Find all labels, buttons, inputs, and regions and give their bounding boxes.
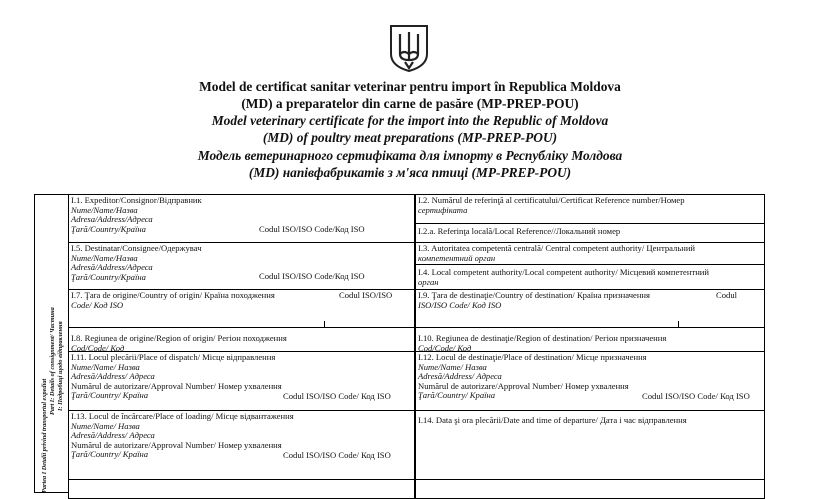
side-label-en: Part I: Details of consignment/ Частина (49, 307, 56, 415)
iso-code-label: Codul ISO/ISO Code/ Код ISO (642, 391, 750, 401)
field-i8-region-of-origin[interactable]: I.8. Regiunea de origine/Region of origin/ Регіон походження Cod/Code/ Код (68, 327, 415, 352)
next-field-left[interactable] (68, 479, 415, 499)
side-label-uk: І: Подробиці щодо відправлення (57, 321, 64, 411)
field-i14-date-time-of-departure[interactable]: I.14. Data şi ora plecării/Date and time of departure/ Дата і час відправлення (415, 410, 765, 480)
field-i10-region-of-destination[interactable]: I.10. Regiunea de destinaţie/Region of destination/ Регіон призначення Cod/Code/ Код (415, 327, 765, 352)
field-i2a-local-reference[interactable]: I.2.a. Referinţa locală/Local Reference//Локальний номер (415, 223, 765, 243)
field-i3-central-authority[interactable]: I.3. Autoritatea competentă centrală/ Central competent authority/ Центральний компетентний орган (415, 242, 765, 265)
field-i13-place-of-loading[interactable]: I.13. Locul de încărcare/Place of loading/ Місце відвантаження Nume/Name/ Назва Adresă/Address/ Адреса Numărul de autorizare/Approval Number/ Номер ухвалення Ţară/Country/ Країна Codul ISO/ISO Code/ Код ISO (68, 410, 415, 480)
iso-code-label: Codul ISO/ISO Code/Код ISO (259, 271, 365, 281)
next-field-right[interactable] (415, 479, 765, 499)
field-i5-consignee[interactable]: I.5. Destinatar/Consignee/Одержувач Nume/Name/Назва Adresă/Address/Адреса Ţară/Country/Країна Codul ISO/ISO Code/Код ISO (68, 242, 415, 290)
field-i12-place-of-destination[interactable]: I.12. Locul de destinaţie/Place of destination/ Місце призначення Nume/Name/ Назва Adresă/Address/ Адреса Numărul de autorizare/Approval Number/ Номер ухвалення Ţară/Country/ Країна Codul ISO/ISO Code/ Код ISO (415, 351, 765, 411)
field-i4-local-authority[interactable]: I.4. Local competent authority/Local competent authority/ Місцевий компетентний орган (415, 264, 765, 290)
title-en-line-1: Model veterinary certificate for the import into the Republic of Moldova (211, 113, 609, 128)
title-uk-line-2: (MD) напівфабрикатів з м'яса птиці (MP-PREP-POU) (248, 165, 572, 180)
coat-of-arms-icon (388, 24, 430, 72)
part-one-side-label (34, 194, 68, 493)
title-uk-line-1: Модель ветеринарного сертифіката для імпорту в Республіку Молдова (197, 148, 623, 163)
iso-code-label: Codul ISO/ISO (339, 290, 393, 300)
field-i9-country-of-destination[interactable]: I.9. Ţara de destinaţie/Country of destination/ Країна призначення ISO/ISO Code/ Код ISO Codul (415, 289, 765, 328)
iso-code-label: Codul (716, 290, 738, 300)
title-ro-line-2: (MD) a preparatelor din carne de pasăre (MP-PREP-POU) (241, 96, 579, 111)
iso-code-label: Codul ISO/ISO Code/ Код ISO (283, 450, 391, 460)
title-ro-line-1: Model de certificat sanitar veterinar pentru import în Republica Moldova (199, 79, 621, 94)
iso-code-label: Codul ISO/ISO Code/Код ISO (259, 224, 365, 234)
field-i1-consignor[interactable]: I.1. Expeditor/Consignor/Відправник Nume/Name/Назва Adresa/Address/Адреса Ţară/Country/Країна Codul ISO/ISO Code/Код ISO (68, 194, 415, 243)
field-i11-place-of-dispatch[interactable]: I.11. Locul plecării/Place of dispatch/ Місце відправлення Nume/Name/ Назва Adresă/Address/ Адреса Numărul de autorizare/Approval Number/ Номер ухвалення Ţară/Country/ Країна Codul ISO/ISO Code/ Код ISO (68, 351, 415, 411)
side-label-ro: Partea I Detalii privind transportul expediat (41, 378, 48, 493)
iso-code-label: Codul ISO/ISO Code/ Код ISO (283, 391, 391, 401)
field-i7-country-of-origin[interactable]: I.7. Ţara de origine/Country of origin/ Країна походження Code/ Код ISO Codul ISO/ISO (68, 289, 415, 328)
field-i2-reference-number[interactable]: I.2. Numărul de referinţă al certificatului/Certificat Reference number/Номер сертифіката (415, 194, 765, 224)
title-en-line-2: (MD) of poultry meat preparations (MP-PREP-POU) (262, 130, 558, 145)
